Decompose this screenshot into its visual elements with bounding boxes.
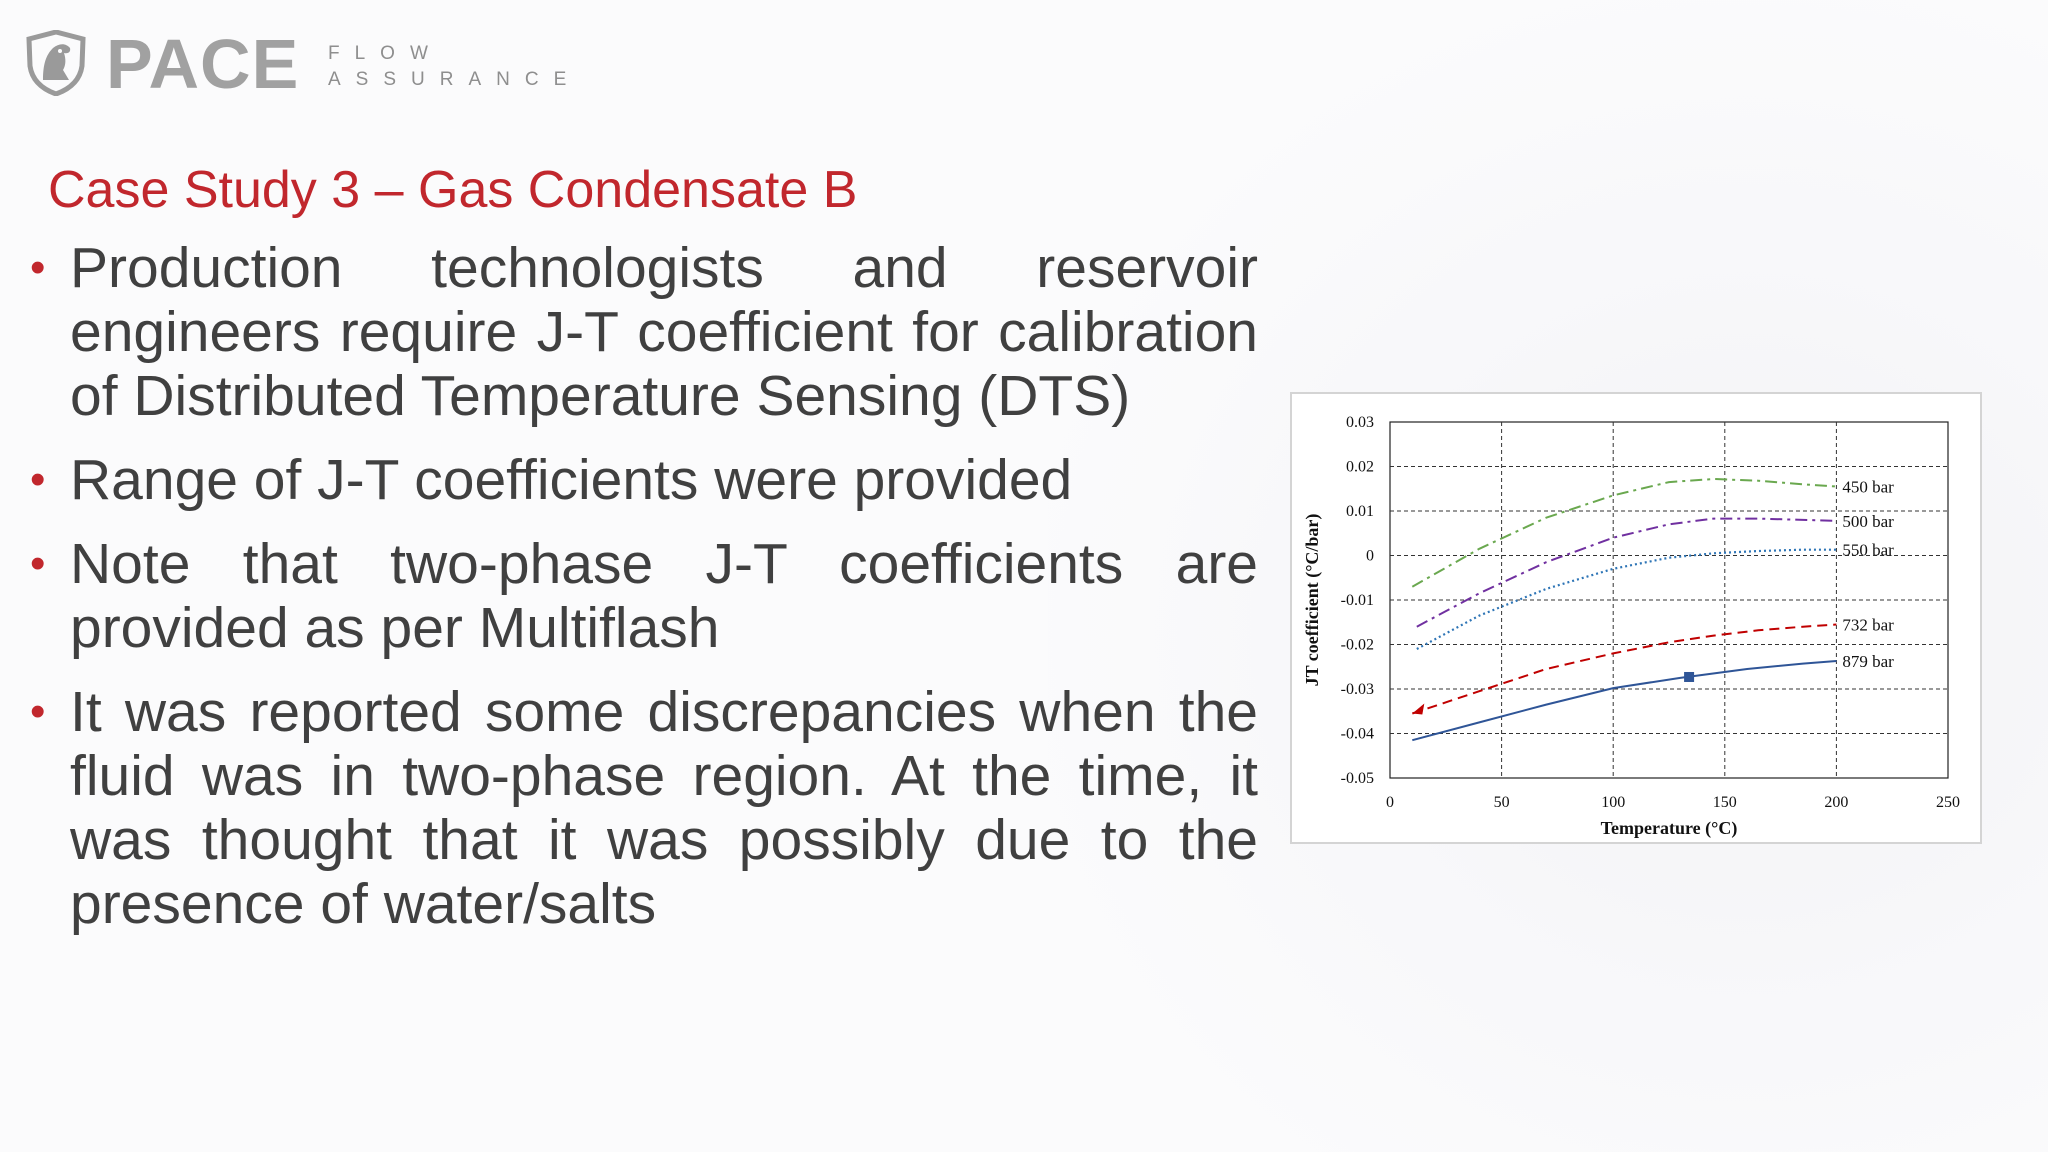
y-tick-label: -0.01 <box>1340 592 1374 609</box>
y-tick-label: -0.03 <box>1340 681 1374 698</box>
series-label: 550 bar <box>1842 540 1894 560</box>
slide-title: Case Study 3 – Gas Condensate B <box>48 161 858 219</box>
logo-tagline-assurance: ASSURANCE <box>328 69 582 90</box>
x-tick-label: 250 <box>1936 794 1960 811</box>
shield-icon <box>26 30 86 96</box>
y-tick-label: 0.01 <box>1346 503 1374 520</box>
bullet-dot-icon: • <box>30 455 46 504</box>
bullet-dot-icon: • <box>30 539 46 588</box>
bullet-text: It was reported some discrepancies when the fluid was in two-phase region. At the time, it was thought that it was possibly due to the presence of water/salts <box>70 680 1258 936</box>
bullet-text: Range of J-T coefficients were provided <box>70 448 1073 512</box>
series-label: 500 bar <box>1842 511 1894 531</box>
x-tick-label: 150 <box>1712 794 1737 811</box>
series-label: 450 bar <box>1842 477 1894 497</box>
logo-wordmark: PACE <box>106 25 300 103</box>
series-label: 879 bar <box>1842 651 1894 671</box>
series-marker <box>1684 672 1694 682</box>
logo-tagline-flow: FLOW <box>328 43 443 64</box>
y-tick-label: -0.04 <box>1340 725 1374 743</box>
bullet-text: Note that two-phase J-T coefficients are provided as per Multiflash <box>70 532 1258 660</box>
x-tick-label: 0 <box>1386 794 1394 811</box>
bullet-text: Production technologists and reservoir engineers require J-T coefficient for calibration of Distributed Temperature Sensing (DTS) <box>70 236 1258 428</box>
y-tick-label: 0 <box>1366 547 1374 565</box>
y-axis-label: JT coefficient (°C/bar) <box>1302 513 1322 687</box>
bullet-dot-icon: • <box>30 243 46 292</box>
bullet-item <box>30 680 1258 936</box>
x-axis-label: Temperature (°C) <box>1600 818 1738 838</box>
y-tick-label: 0.03 <box>1346 414 1374 431</box>
x-tick-label: 100 <box>1601 794 1626 811</box>
y-tick-label: -0.02 <box>1340 636 1374 654</box>
bullet-dot-icon: • <box>30 687 46 736</box>
y-tick-label: -0.05 <box>1340 770 1374 787</box>
bullet-item <box>30 236 1258 428</box>
x-tick-label: 50 <box>1493 794 1510 811</box>
bullet-item <box>30 448 1258 512</box>
bullet-item <box>30 532 1258 660</box>
bullet-list <box>30 236 1258 956</box>
series-label: 732 bar <box>1842 615 1894 635</box>
y-tick-label: 0.02 <box>1346 458 1374 476</box>
company-logo <box>26 25 706 103</box>
jt-coefficient-chart <box>1290 392 1982 844</box>
chart-svg <box>1292 394 1980 842</box>
x-tick-label: 200 <box>1824 794 1849 811</box>
